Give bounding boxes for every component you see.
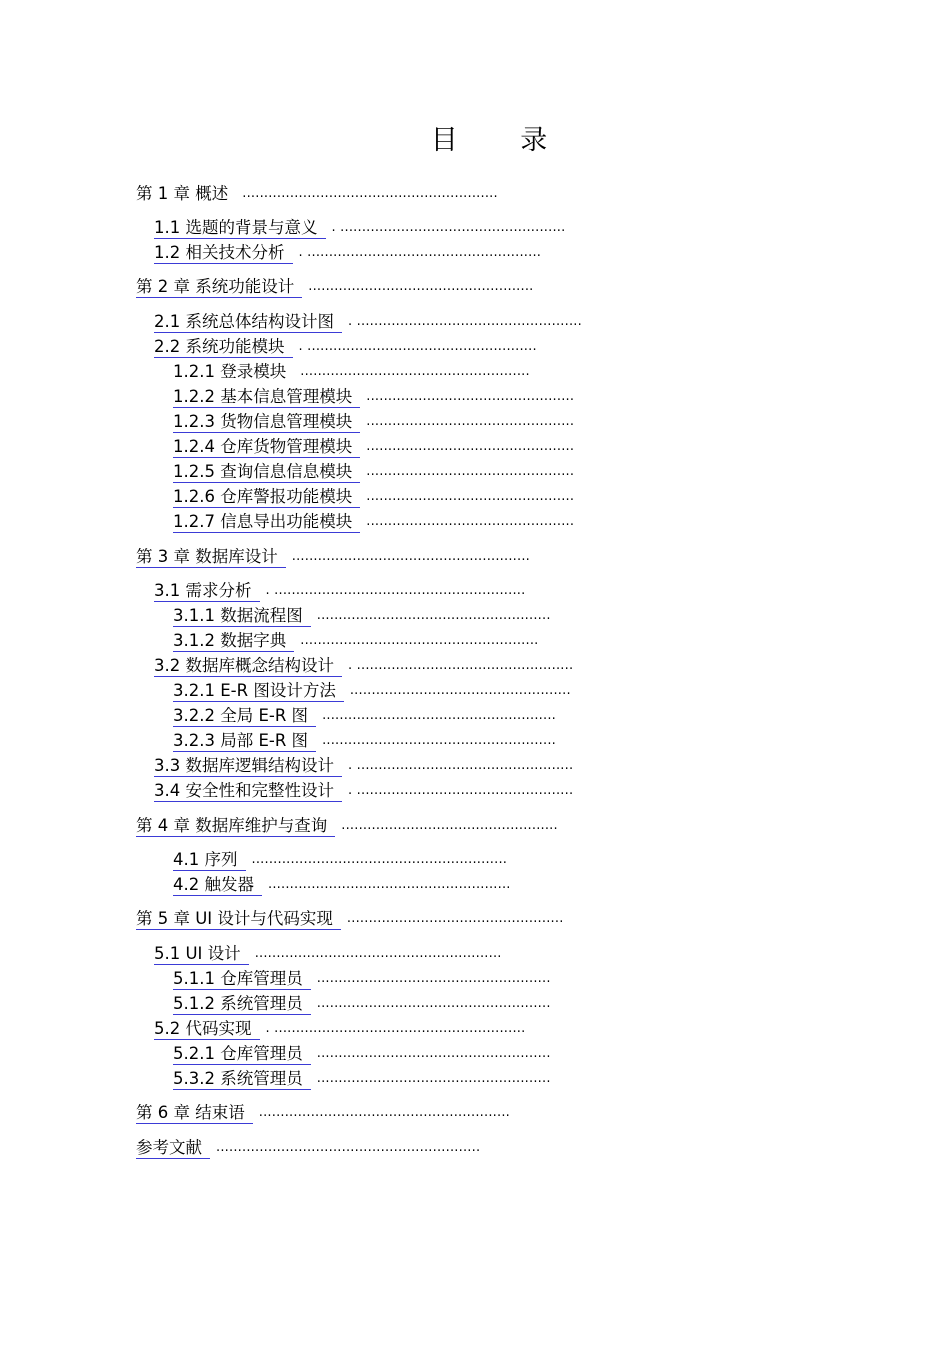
toc-entry-label[interactable]: 5.2.1 仓库管理员 [173,1043,311,1065]
toc-entry-label[interactable]: 4.1 序列 [173,849,246,871]
toc-entry-label[interactable]: 3.2.1 E-R 图设计方法 [173,680,344,702]
toc-entry-label[interactable]: 5.3.2 系统管理员 [173,1068,311,1090]
toc-entry-leader-dots: . .......................................................... [265,583,526,598]
toc-entry-leader-dots: ................................................... [349,683,571,698]
toc-entry[interactable] [154,242,541,264]
toc-entry-label[interactable]: 2.1 系统总体结构设计图 [154,311,342,333]
toc-entry-leader-dots: ...................................................... [316,1046,551,1061]
toc-entry[interactable] [154,311,582,333]
toc-entry[interactable] [173,705,556,727]
toc-entry-leader-dots: ...................................................... [322,708,557,723]
toc-entry-leader-dots: ................................................ [366,389,575,404]
toc-entry[interactable] [136,546,530,568]
toc-entry[interactable] [154,943,502,965]
toc-entry-leader-dots: ...................................................... [322,733,557,748]
toc-entry[interactable] [173,511,574,533]
toc-entry[interactable] [173,874,511,896]
toc-entry-leader-dots: . .................................................... [348,314,582,329]
toc-entry-leader-dots: .......................................................... [258,1105,511,1120]
toc-entry-leader-dots: ............................................................. [216,1140,481,1155]
toc-entry [136,183,498,205]
toc-entry[interactable] [173,630,539,652]
toc-entry-leader-dots: ................................................ [366,414,575,429]
toc-entry[interactable] [173,968,551,990]
toc-entry[interactable] [154,755,573,777]
toc-entry-leader-dots: . ..................................................... [298,339,537,354]
toc-entry-label[interactable]: 3.2 数据库概念结构设计 [154,655,342,677]
toc-entry-label[interactable]: 3.4 安全性和完整性设计 [154,780,342,802]
toc-entry[interactable] [136,908,564,930]
toc-entry-leader-dots: ................................................ [366,489,575,504]
toc-entry[interactable] [173,411,574,433]
toc-entry-leader-dots: . .................................................... [331,220,566,235]
toc-entry-label[interactable]: 第 5 章 UI 设计与代码实现 [136,908,341,930]
toc-entry-label[interactable]: 3.2.3 局部 E-R 图 [173,730,316,752]
toc-entry-label[interactable]: 1.2.6 仓库警报功能模块 [173,486,360,508]
toc-entry-label[interactable]: 第 4 章 数据库维护与查询 [136,815,335,837]
toc-entry[interactable] [136,1102,510,1124]
toc-entry[interactable] [154,336,537,358]
toc-entry[interactable] [173,730,556,752]
toc-entry[interactable] [154,580,525,602]
toc-entry-leader-dots: ................................................ [366,464,575,479]
toc-entry[interactable] [173,386,574,408]
toc-entry[interactable] [154,217,565,239]
toc-entry[interactable] [173,1068,551,1090]
toc-entry-leader-dots: ..................................................... [300,364,530,379]
toc-entry-leader-dots: . .......................................................... [265,1021,526,1036]
toc-entry-label[interactable]: 第 3 章 数据库设计 [136,546,286,568]
toc-entry[interactable] [173,486,574,508]
toc-entry-label[interactable]: 3.1.1 数据流程图 [173,605,311,627]
toc-entry-leader-dots: ...................................................... [316,608,551,623]
toc-entry-leader-dots: ........................................................... [251,852,508,867]
toc-entry-label[interactable]: 3.1 需求分析 [154,580,260,602]
toc-entry[interactable] [136,1137,480,1159]
toc-entry[interactable] [154,780,573,802]
toc-entry-label[interactable]: 5.1.2 系统管理员 [173,993,311,1015]
toc-entry-leader-dots: . .................................................. [348,658,574,673]
toc-entry-label: 1.2.1 登录模块 [173,362,287,381]
toc-entry-label[interactable]: 5.1 UI 设计 [154,943,249,965]
toc-entry-leader-dots: ...................................................... [316,1071,551,1086]
toc-entry-label[interactable]: 2.2 系统功能模块 [154,336,293,358]
toc-entry-label[interactable]: 第 6 章 结束语 [136,1102,253,1124]
toc-entry-leader-dots: ....................................................... [300,633,539,648]
toc-entry[interactable] [173,605,551,627]
toc-entry-label: 第 1 章 概述 [136,184,229,203]
toc-entry-leader-dots: .................................................... [308,279,534,294]
toc-entry-label[interactable]: 3.2.2 全局 E-R 图 [173,705,316,727]
toc-entry-leader-dots: ................................................ [366,439,575,454]
toc-entry-label[interactable]: 3.1.2 数据字典 [173,630,294,652]
toc-entry-label[interactable]: 1.2.4 仓库货物管理模块 [173,436,360,458]
toc-entry[interactable] [173,680,571,702]
toc-entry-leader-dots: ........................................................ [268,877,511,892]
toc-entry-leader-dots: ................................................ [366,514,575,529]
toc-entry[interactable] [173,436,574,458]
toc-entry-label[interactable]: 1.2.2 基本信息管理模块 [173,386,360,408]
toc-entry-label[interactable]: 1.2.5 查询信息信息模块 [173,461,360,483]
toc-entry-label[interactable]: 4.2 触发器 [173,874,262,896]
toc-entry[interactable] [154,655,573,677]
toc-entry-leader-dots: ...................................................... [316,971,551,986]
toc-entry-leader-dots: . ...................................................... [298,245,542,260]
toc-entry-label[interactable]: 5.1.1 仓库管理员 [173,968,311,990]
toc-entry-label[interactable]: 1.2 相关技术分析 [154,242,293,264]
toc-entry-label[interactable]: 5.2 代码实现 [154,1018,260,1040]
toc-entry-leader-dots: ........................................................... [242,186,498,201]
toc-entry[interactable] [173,993,551,1015]
toc-entry-label[interactable]: 1.1 选题的背景与意义 [154,217,326,239]
toc-entry-leader-dots: ...................................................... [316,996,551,1011]
toc-entry-leader-dots: . .................................................. [348,783,574,798]
toc-entry-label[interactable]: 1.2.3 货物信息管理模块 [173,411,360,433]
toc-entry-leader-dots: ....................................................... [291,549,531,564]
toc-entry[interactable] [173,849,507,871]
toc-entry-label[interactable]: 第 2 章 系统功能设计 [136,276,302,298]
toc-entry-leader-dots: ......................................................... [254,946,502,961]
toc-entry-leader-dots: . .................................................. [348,758,574,773]
toc-entry-label[interactable]: 参考文献 [136,1137,210,1159]
toc-entry[interactable] [136,815,558,837]
toc-entry[interactable] [136,276,534,298]
toc-entry[interactable] [154,1018,525,1040]
toc-entry[interactable] [173,1043,551,1065]
toc-entry-leader-dots: .................................................. [341,818,558,833]
toc-entry[interactable] [173,461,574,483]
page-title: 目 录 [430,125,550,156]
toc-entry [173,361,530,383]
toc-entry-label[interactable]: 1.2.7 信息导出功能模块 [173,511,360,533]
toc-entry-leader-dots: .................................................. [346,911,564,926]
toc-entry-label[interactable]: 3.3 数据库逻辑结构设计 [154,755,342,777]
